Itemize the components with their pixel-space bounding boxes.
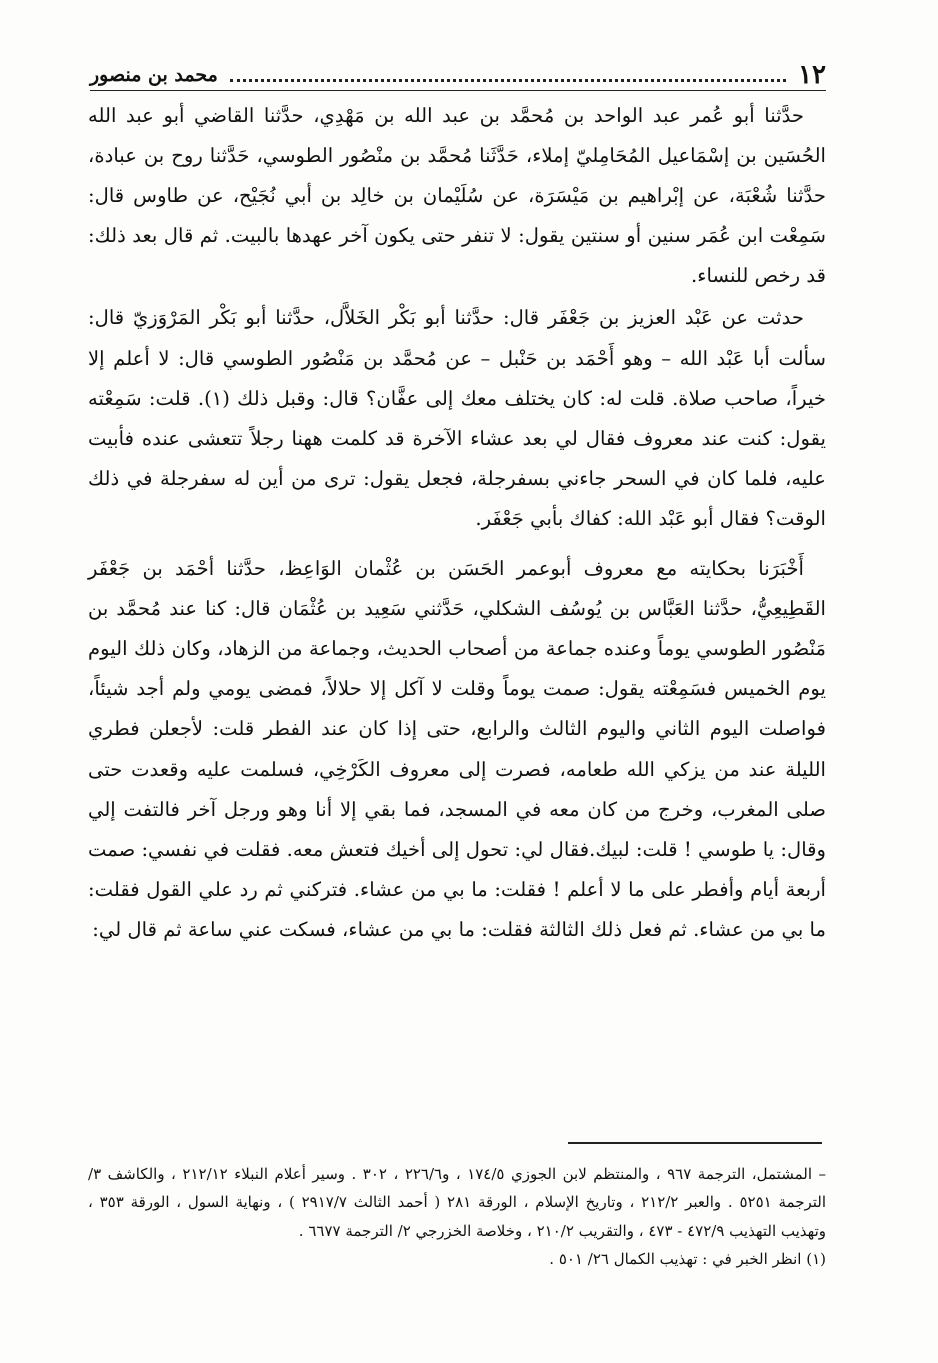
footnotes — [88, 1160, 826, 1274]
page-header — [90, 50, 826, 91]
paragraph-2: حدثت عن عَبْد العزيز بن جَعْفَر قال: حدَّثنا أبو بَكْر الخَلاَّل، حدَّثنا أبو بَكْر المَرْوَزيّ قال: سألت أبا عَبْد الله – وهو أَحْمَد بن حَنْبل – عن مُحمَّد بن مَنْصُور الطوسي قال: لا أعلم إلا خيراً، صاحب صلاة. قلت له: كان يختلف معك إلى عفَّان؟ قال: وقبل ذلك (١). قلت: سَمِعْته يقول: كنت عند معروف فقال لي بعد عشاء الآخرة قد كلمت ههنا رجلاً تتعشى عنده فأبيت عليه، فلما كان في السحر جاءني بسفرجلة، فجعل يقول: ترى من أين له سفرجلة في ذلك الوقت؟ فقال أبو عَبْد الله: كفاك بأبي جَعْفَر. — [88, 306, 827, 530]
paragraph-1: حدَّثنا أبو عُمر عبد الواحد بن مُحمَّد بن عبد الله بن مَهْدِي، حدَّثنا القاضي أبو عبد الله الحُسَين بن إسْمَاعيل المُحَامِليّ إملاء، حَدَّثَنا مُحمَّد بن منْصُور الطوسي، حَدَّثنا روح بن عبادة، حدَّثنا شُعْبَة، عن إبْراهيم بن مَيْسَرَة، عن سُلَيْمان بن خالِد بن أبي نُجَيْح، عن طاوس قال: سَمِعْت ابن عُمَر سنين أو سنتين يقول: لا تنفر حتى يكون آخر عهدها بالبيت. ثم قال بعد ذلك: قد رخص للنساء. — [88, 104, 826, 288]
footnote-separator — [568, 1142, 822, 1144]
leader-dots — [230, 79, 786, 82]
running-title: محمد بن منصور — [90, 64, 218, 86]
paragraph-3: أَخْبَرَنا بحكايته مع معروف أبوعمر الحَسَن بن عُثْمان الوَاعِظ، حدَّثنا أحْمَد بن جَعْفَر القَطِيعِيُّ، حدَّثنا العَبَّاس بن يُوسُف الشكلي، حَدَّثني سَعِيد بن عُثْمَان قال: كنا عند مُحمَّد بن مَنْصُور الطوسي يوماً وعنده جماعة من أصحاب الحديث، وجماعة من الزهاد، وكان ذلك اليوم يوم الخميس فسَمِعْته يقول: صمت يوماً وقلت لا آكل إلا حلالاً، فمضى يومي ولم أجد شيئاً، فواصلت اليوم الثاني واليوم الثالث والرابع، حتى إذا كان عند الفطر قلت: لأجعلن فطري الليلة عند من يزكي الله طعامه، فصرت إلى معروف الكَرْخِي، فسلمت عليه وقعدت حتى صلى المغرب، وخرج من كان معه في المسجد، فما بقي إلا أنا وهو ورجل آخر فالتفت إلي وقال: يا طوسي ! قلت: لبيك.فقال لي: تحول إلى أخيك فتعش معه. فقلت في نفسي: صمت أربعة أيام وأفطر على ما لا أعلم ! فقلت: ما بي من عشاء. فتركني ثم رد علي القول فقلت: ما بي من عشاء. ثم فعل ذلك الثالثة فقلت: ما بي من عشاء، فسكت عني ساعة ثم قال لي: — [88, 557, 826, 941]
footnote-1: (١) انظر الخبر في : تهذيب الكمال ٢٦/ ٥٠١ . — [549, 1250, 826, 1269]
main-text — [88, 96, 826, 950]
footnote-sources: – المشتمل، الترجمة ٩٦٧ ، والمنتظم لابن الجوزي ١٧٤/٥ ، و٢٢٦/٦ ، ٣٠٢ . وسير أعلام النبلاء ٢١٢/١٢ ، والكاشف ٣/ الترجمة ٥٢٥١ . والعبر ٢١٢/٢ ، وتاريخ الإسلام ، الورقة ٢٨١ ( أحمد الثالث ٢٩١٧/٧ ) ، ونهاية السول ، الورقة ٣٥٣ ، وتهذيب التهذيب ٤٧٢/٩ - ٤٧٣ ، والتقريب ٢١٠/٢ ، وخلاصة الخزرجي ٢/ الترجمة ٦٦٧٧ . — [88, 1165, 827, 1240]
page-number: ١٢ — [798, 60, 826, 90]
